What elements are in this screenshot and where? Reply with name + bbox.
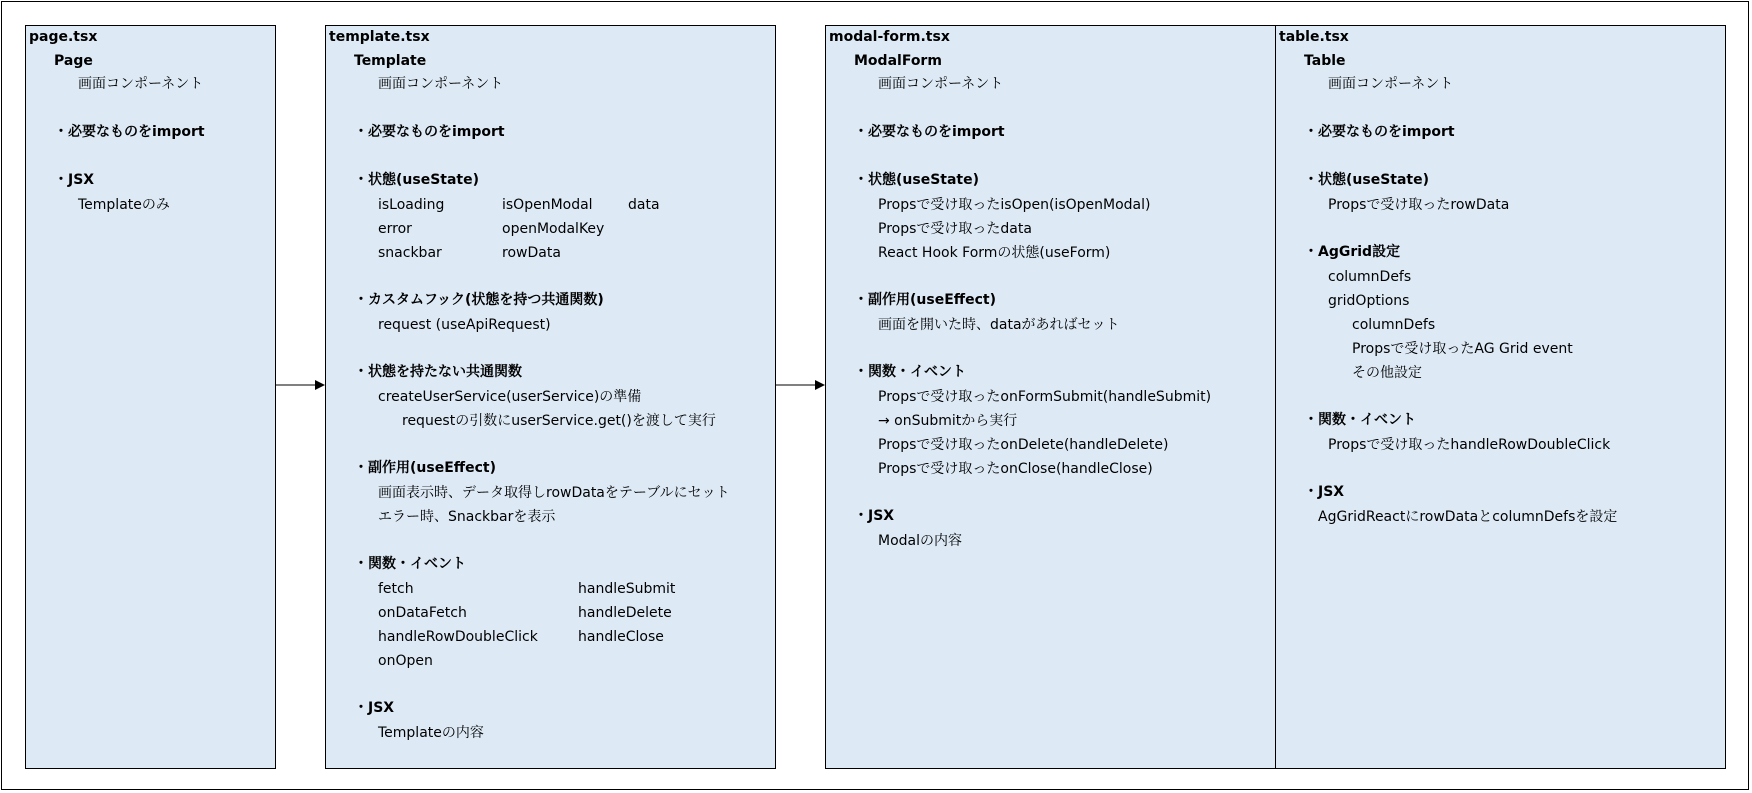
template-import-heading: ・必要なものをimport (354, 124, 505, 140)
page-file-name: page.tsx (29, 29, 98, 45)
template-state-item: isOpenModal (502, 197, 593, 213)
template-func-item: handleSubmit (578, 581, 676, 597)
template-stateless-heading: ・状態を持たない共通関数 (354, 364, 522, 380)
table-jsx-content: AgGridReactにrowDataとcolumnDefsを設定 (1318, 509, 1618, 525)
template-stateless-item: requestの引数にuserService.get()を渡して実行 (402, 413, 716, 429)
modal-effect-item: 画面を開いた時、dataがあればセット (878, 317, 1120, 333)
table-aggrid-item: gridOptions (1328, 293, 1410, 309)
table-aggrid-item: columnDefs (1352, 317, 1436, 333)
table-func-item: Propsで受け取ったhandleRowDoubleClick (1328, 437, 1611, 453)
modal-state-heading: ・状態(useState) (854, 172, 980, 188)
modal-import-heading: ・必要なものをimport (854, 124, 1005, 140)
modal-component-name: ModalForm (854, 53, 942, 69)
template-jsx-heading: ・JSX (354, 700, 395, 716)
template-state-item: snackbar (378, 245, 442, 261)
template-file-name: template.tsx (329, 29, 430, 45)
modal-func-heading: ・関数・イベント (854, 364, 966, 380)
table-func-heading: ・関数・イベント (1304, 412, 1416, 428)
template-state-item: openModalKey (502, 221, 605, 237)
template-func-heading: ・関数・イベント (354, 556, 466, 572)
page-jsx-heading: ・JSX (54, 172, 95, 188)
template-effect-item: エラー時、Snackbarを表示 (378, 509, 556, 525)
modal-func-item: Propsで受け取ったonFormSubmit(handleSubmit) (878, 389, 1212, 405)
modal-func-item: Propsで受け取ったonClose(handleClose) (878, 461, 1153, 477)
table-aggrid-item: Propsで受け取ったAG Grid event (1352, 341, 1573, 357)
page-to-template-arrow (276, 378, 326, 392)
modal-file-name: modal-form.tsx (829, 29, 950, 45)
modal-state-item: React Hook Formの状態(useForm) (878, 245, 1111, 261)
table-component-name: Table (1304, 53, 1346, 69)
page-component-name: Page (54, 53, 93, 69)
table-file-name: table.tsx (1279, 29, 1349, 45)
template-component-name: Template (354, 53, 427, 69)
template-jsx-content: Templateの内容 (378, 725, 484, 741)
template-func-item: handleRowDoubleClick (378, 629, 538, 645)
table-description: 画面コンポーネント (1328, 76, 1454, 92)
modal-func-item: Propsで受け取ったonDelete(handleDelete) (878, 437, 1169, 453)
template-to-modal-arrow (776, 378, 826, 392)
template-func-item: fetch (378, 581, 414, 597)
page-import-heading: ・必要なものをimport (54, 124, 205, 140)
page-jsx-content: Templateのみ (78, 197, 170, 213)
template-state-item: rowData (502, 245, 561, 261)
template-func-item: handleClose (578, 629, 664, 645)
modal-func-item: → onSubmitから実行 (878, 413, 1018, 429)
template-stateless-item: createUserService(userService)の準備 (378, 389, 642, 405)
template-func-item: onOpen (378, 653, 433, 669)
template-state-item: data (628, 197, 660, 213)
table-aggrid-item: columnDefs (1328, 269, 1412, 285)
template-state-item: error (378, 221, 412, 237)
table-import-heading: ・必要なものをimport (1304, 124, 1455, 140)
modal-state-item: Propsで受け取ったdata (878, 221, 1032, 237)
table-aggrid-heading: ・AgGrid設定 (1304, 244, 1401, 260)
template-effect-heading: ・副作用(useEffect) (354, 460, 496, 476)
template-state-item: isLoading (378, 197, 445, 213)
table-jsx-heading: ・JSX (1304, 484, 1345, 500)
modal-jsx-content: Modalの内容 (878, 533, 962, 549)
table-aggrid-item: その他設定 (1352, 365, 1422, 381)
modal-state-item: Propsで受け取ったisOpen(isOpenModal) (878, 197, 1151, 213)
modal-description: 画面コンポーネント (878, 76, 1004, 92)
table-state-heading: ・状態(useState) (1304, 172, 1430, 188)
template-hook-item: request (useApiRequest) (378, 317, 551, 333)
modal-effect-heading: ・副作用(useEffect) (854, 292, 996, 308)
table-state-item: Propsで受け取ったrowData (1328, 197, 1510, 213)
template-func-item: onDataFetch (378, 605, 467, 621)
modal-jsx-heading: ・JSX (854, 508, 895, 524)
template-func-item: handleDelete (578, 605, 672, 621)
template-hook-heading: ・カスタムフック(状態を持つ共通関数) (354, 292, 604, 308)
template-description: 画面コンポーネント (378, 76, 504, 92)
template-state-heading: ・状態(useState) (354, 172, 480, 188)
template-effect-item: 画面表示時、データ取得しrowDataをテーブルにセット (378, 485, 730, 501)
page-description: 画面コンポーネント (78, 76, 204, 92)
